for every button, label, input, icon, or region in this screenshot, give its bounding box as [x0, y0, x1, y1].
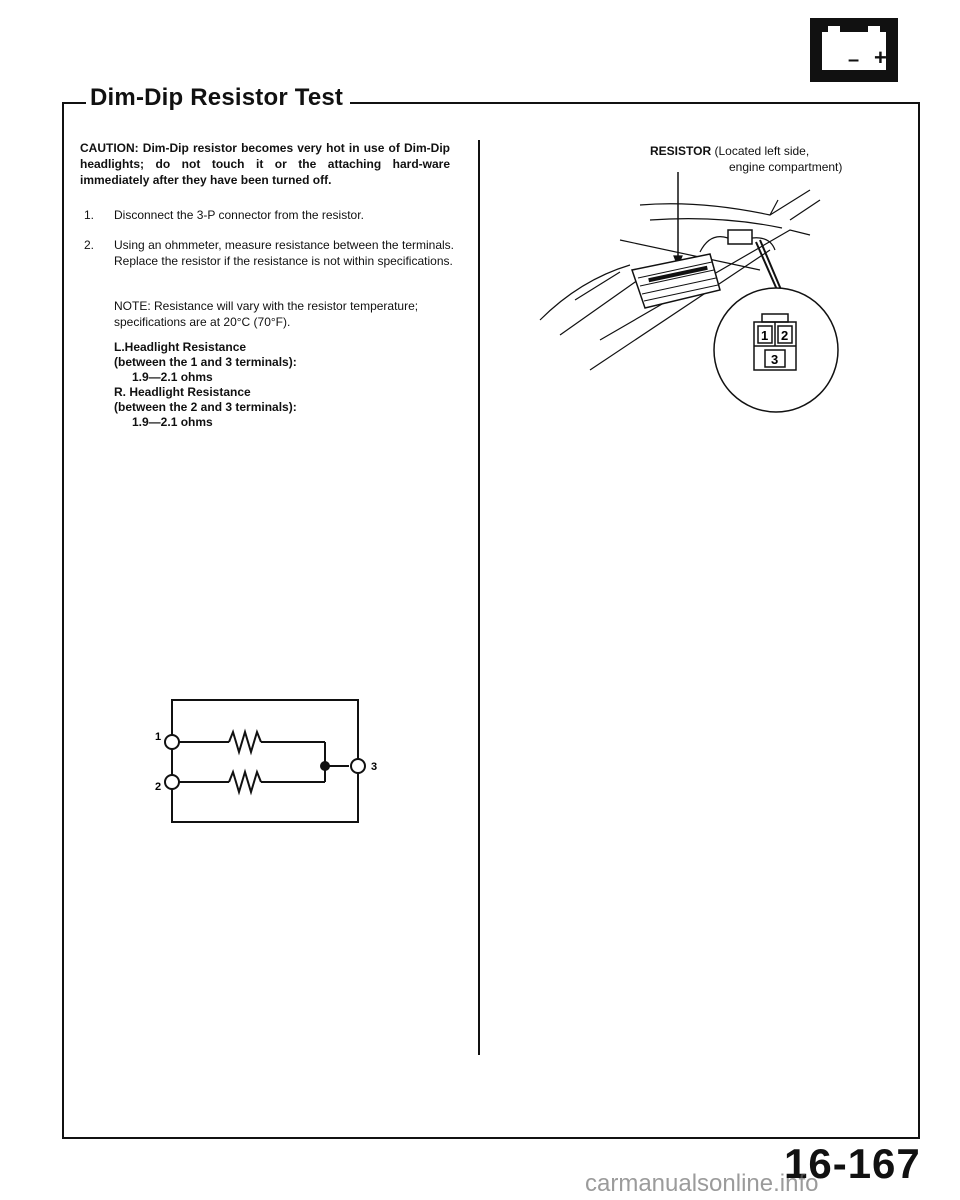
- resistor-bottom-symbol: [229, 772, 261, 792]
- connector-pin-1: 1: [761, 328, 769, 343]
- note-text: NOTE: Resistance will vary with the resistor temperature; specifications are at 20°C (70°F).: [114, 299, 419, 329]
- column-divider: [478, 140, 480, 1055]
- frame-top-rule-right: [350, 102, 920, 104]
- terminal-1-circle: [165, 735, 179, 749]
- watermark-text: carmanualsonline.info: [585, 1170, 819, 1197]
- step-2-number: 2.: [84, 238, 95, 252]
- resistor-callout: [650, 143, 809, 159]
- left-headlight-title: L.Headlight Resistance: [114, 340, 247, 354]
- resistor-location-illustration: [520, 160, 860, 420]
- step-2-text: Using an ohmmeter, measure resistance between the terminals. Replace the resistor if the resistance is not within specifications.: [114, 238, 454, 268]
- circuit-enclosure: [172, 700, 358, 822]
- resistor-circuit-diagram: [135, 690, 395, 840]
- page-number: 16-167: [784, 1140, 921, 1187]
- left-headlight-terminals: (between the 1 and 3 terminals):: [114, 355, 297, 369]
- step-1-number: 1.: [84, 208, 95, 222]
- section-title: Dim-Dip Resistor Test: [90, 84, 344, 111]
- battery-face: [822, 32, 886, 70]
- connector-pin-3: 3: [771, 352, 779, 367]
- connector-pin-2: 2: [781, 328, 789, 343]
- caution-text: CAUTION: Dim-Dip resistor becomes very hot in use of Dim-Dip headlights; do not touch it or the attaching hard-ware immediately after they have been turned off.: [80, 141, 450, 187]
- specifications-block: [114, 340, 454, 430]
- step-1-text: Disconnect the 3-P connector from the resistor.: [114, 208, 364, 222]
- terminal-3-label: 3: [371, 761, 378, 773]
- junction-dot: [320, 761, 330, 771]
- right-headlight-value: 1.9—2.1 ohms: [132, 415, 213, 429]
- battery-plus-sign: +: [874, 45, 887, 70]
- terminal-1-label: 1: [155, 731, 162, 743]
- left-headlight-value: 1.9—2.1 ohms: [132, 370, 213, 384]
- battery-minus-sign: –: [848, 49, 860, 71]
- resistor-top-symbol: [229, 732, 261, 752]
- battery-icon: [810, 18, 898, 82]
- terminal-3-circle: [351, 759, 365, 773]
- frame-top-rule-left: [62, 102, 86, 104]
- resistor-location-line1: (Located left side,: [714, 144, 810, 158]
- terminal-2-circle: [165, 775, 179, 789]
- terminal-2-label: 2: [155, 781, 162, 793]
- resistor-location-line2: engine compartment): [729, 160, 843, 174]
- right-headlight-terminals: (between the 2 and 3 terminals):: [114, 400, 297, 414]
- right-headlight-title: R. Headlight Resistance: [114, 385, 251, 399]
- resistor-label: RESISTOR: [650, 144, 712, 158]
